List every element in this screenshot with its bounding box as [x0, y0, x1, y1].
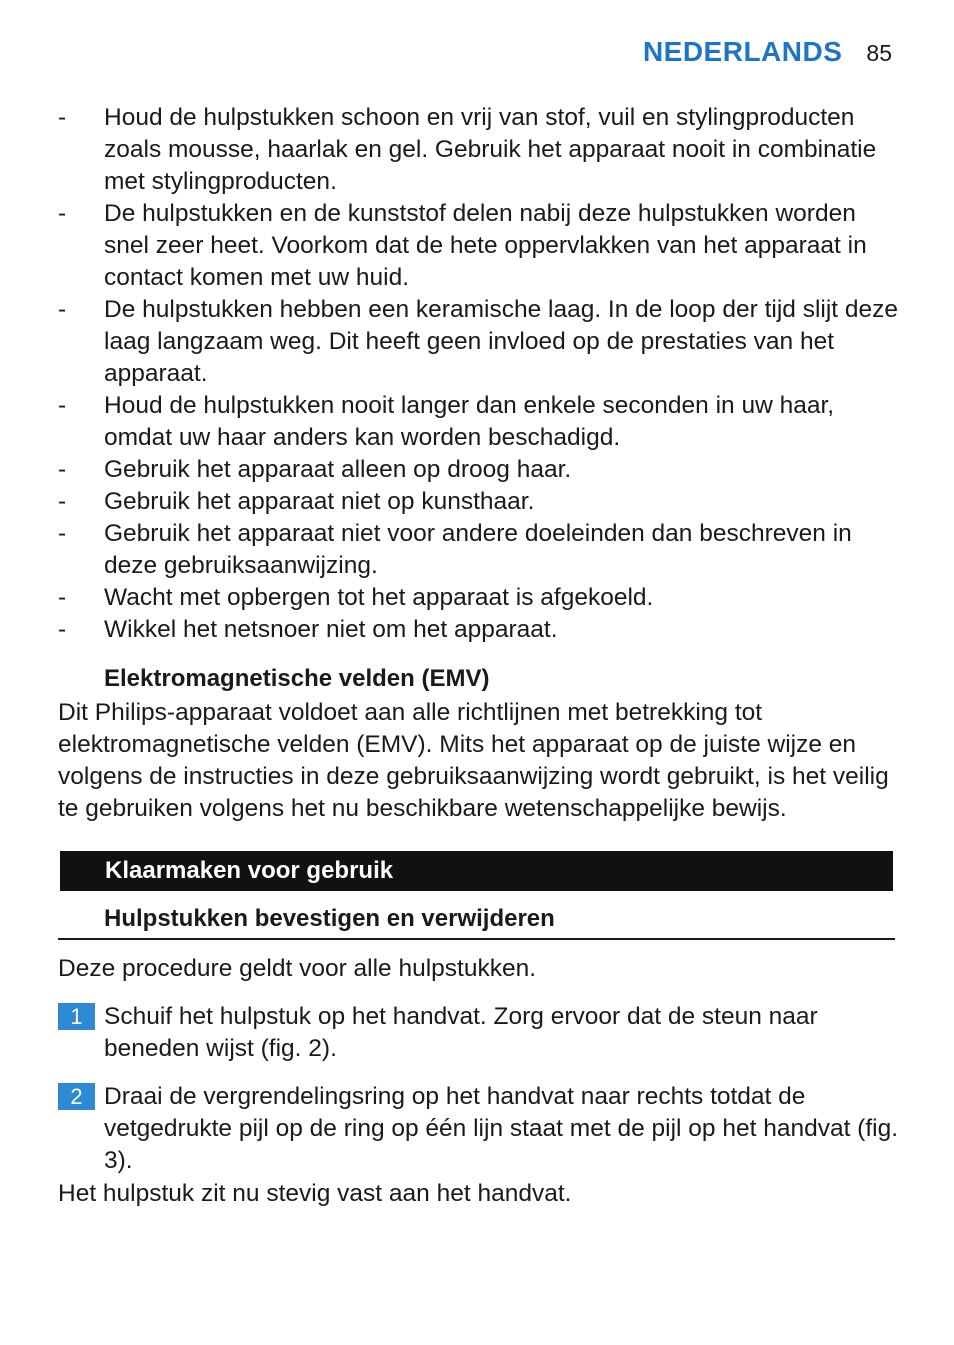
safety-bullet-list: [58, 102, 903, 646]
emv-paragraph: Dit Philips-apparaat voldoet aan alle richtlijnen met betrekking tot elektromagnetische velden (EMV). Mits het apparaat op de juiste wijze en volgens de instructies in deze gebruiksaanwijzing wordt gebruikt, is het veilig te gebruiken volgens het nu beschikbare wetenschappelijke bewijs.: [58, 699, 889, 822]
list-item: [58, 198, 903, 294]
list-item: [58, 518, 903, 582]
step-text: Draai de vergrendelingsring op het handvat naar rechts totdat de vetgedrukte pijl op de ring op één lijn staat met de pijl op het handvat (fig. 3).: [104, 1083, 899, 1174]
step-2: [58, 1081, 903, 1177]
step-1: [58, 1001, 903, 1065]
step-text: Schuif het hulpstuk op het handvat. Zorg ervoor dat de steun naar beneden wijst (fig. 2).: [104, 1003, 818, 1062]
list-item: [58, 294, 903, 390]
list-item-text: De hulpstukken en de kunststof delen nabij deze hulpstukken worden snel zeer heet. Voorkom dat de hete oppervlakken van het apparaat in contact komen met uw huid.: [104, 200, 867, 291]
bullet-dash: -: [58, 104, 67, 131]
list-item: [58, 486, 903, 518]
bullet-dash: -: [58, 456, 67, 483]
page-number: 85: [866, 40, 892, 66]
step-number-badge: 1: [58, 1003, 95, 1030]
language-label: NEDERLANDS: [642, 36, 843, 67]
list-item-text: Gebruik het apparaat niet voor andere doeleinden dan beschreven in deze gebruiksaanwijzing.: [104, 520, 852, 579]
result-text: Het hulpstuk zit nu stevig vast aan het handvat.: [58, 1180, 572, 1207]
emv-heading: Elektromagnetische velden (EMV): [104, 665, 490, 692]
list-item-text: Gebruik het apparaat niet op kunsthaar.: [104, 488, 535, 515]
bullet-dash: -: [58, 584, 67, 611]
list-item-text: Wikkel het netsnoer niet om het apparaat.: [104, 616, 558, 643]
list-item-text: De hulpstukken hebben een keramische laag. In de loop der tijd slijt deze laag langzaam weg. Dit heeft geen invloed op de prestaties van het apparaat.: [104, 296, 899, 387]
list-item-text: Wacht met opbergen tot het apparaat is afgekoeld.: [104, 584, 654, 611]
list-item-text: Houd de hulpstukken nooit langer dan enkele seconden in uw haar, omdat uw haar anders kan worden beschadigd.: [104, 392, 835, 451]
step-number-badge: 2: [58, 1083, 95, 1110]
page-header: [643, 36, 892, 68]
bullet-dash: -: [58, 520, 67, 547]
subsection-title: Hulpstukken bevestigen en verwijderen: [104, 905, 555, 932]
list-item: [58, 454, 903, 486]
bullet-dash: -: [58, 200, 67, 227]
subsection-intro: Deze procedure geldt voor alle hulpstukken.: [58, 955, 537, 982]
list-item: [58, 102, 903, 198]
list-item-text: Gebruik het apparaat alleen op droog haar.: [104, 456, 572, 483]
list-item: [58, 582, 903, 614]
bullet-dash: -: [58, 296, 67, 323]
list-item-text: Houd de hulpstukken schoon en vrij van stof, vuil en stylingproducten zoals mousse, haarlak en gel. Gebruik het apparaat nooit in combinatie met stylingproducten.: [104, 104, 877, 195]
bullet-dash: -: [58, 488, 67, 515]
section-header-bar: [60, 851, 893, 891]
divider: [58, 938, 895, 940]
section-title: Klaarmaken voor gebruik: [105, 857, 394, 884]
list-item: [58, 614, 903, 646]
bullet-dash: -: [58, 616, 67, 643]
list-item: [58, 390, 903, 454]
bullet-dash: -: [58, 392, 67, 419]
